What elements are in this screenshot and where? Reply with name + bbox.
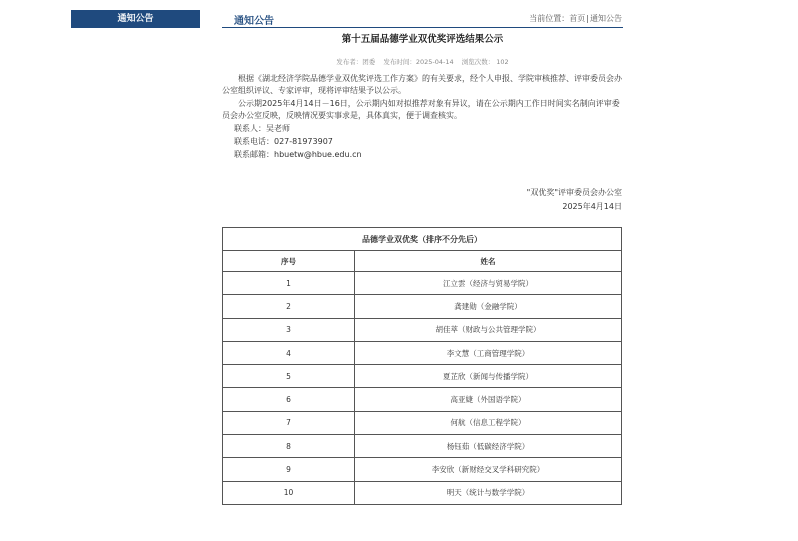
row-name: 李文慧（工商管理学院） xyxy=(355,341,622,364)
breadcrumb xyxy=(529,13,622,24)
row-name: 夏芷欣（新闻与传播学院） xyxy=(355,365,622,388)
header-name: 姓名 xyxy=(355,251,622,272)
row-name: 李安欣（新财经交叉学科研究院） xyxy=(355,458,622,481)
breadcrumb-separator: | xyxy=(586,14,589,23)
meta-views: 浏览次数： 102 xyxy=(461,58,509,66)
row-name: 明天（统计与数学学院） xyxy=(355,481,622,504)
breadcrumb-current-link[interactable]: 通知公告 xyxy=(590,14,622,23)
meta-date: 发布时间：2025-04-14 xyxy=(383,58,454,66)
row-index: 3 xyxy=(223,318,355,341)
table-row xyxy=(223,388,622,411)
table-row xyxy=(223,481,622,504)
table-row xyxy=(223,318,622,341)
results-table xyxy=(222,227,622,505)
article-paragraph-2: 公示期2025年4月14日－16日，公示期内如对拟推荐对象有异议，请在公示期内工作日时间实名制向评审委员会办公室反映，反映情况要实事求是，具体真实，便于调查核实。 xyxy=(222,99,620,120)
table-row xyxy=(223,458,622,481)
sidebar-title[interactable]: 通知公告 xyxy=(71,10,200,28)
row-index: 1 xyxy=(223,272,355,295)
header-index: 序号 xyxy=(223,251,355,272)
signature-office: "双优奖"评审委员会办公室 xyxy=(526,188,622,197)
contact-phone: 联系电话：027-81973907 xyxy=(234,137,333,146)
table-row xyxy=(223,435,622,458)
signature-date: 2025年4月14日 xyxy=(562,202,622,211)
table-row xyxy=(223,272,622,295)
contact-email: 联系邮箱：hbuetw@hbue.edu.cn xyxy=(234,150,362,159)
breadcrumb-home-link[interactable]: 首页 xyxy=(569,14,586,23)
article-meta xyxy=(222,57,623,66)
row-name: 龚建勋（金融学院） xyxy=(355,295,622,318)
row-name: 何航（信息工程学院） xyxy=(355,411,622,434)
table-row xyxy=(223,365,622,388)
breadcrumb-label: 当前位置： xyxy=(529,14,570,23)
row-index: 6 xyxy=(223,388,355,411)
table-row xyxy=(223,411,622,434)
row-index: 7 xyxy=(223,411,355,434)
section-title: 通知公告 xyxy=(234,16,274,27)
row-index: 4 xyxy=(223,341,355,364)
table-caption: 品德学业双优奖（排序不分先后） xyxy=(223,228,622,251)
contact-person: 联系人：吴老师 xyxy=(234,124,290,133)
row-index: 8 xyxy=(223,435,355,458)
row-name: 胡佳萃（财政与公共管理学院） xyxy=(355,318,622,341)
article-title: 第十五届品德学业双优奖评选结果公示 xyxy=(341,34,504,45)
content-header xyxy=(222,10,623,28)
row-index: 10 xyxy=(223,481,355,504)
table-row xyxy=(223,295,622,318)
row-name: 江立雲（经济与贸易学院） xyxy=(355,272,622,295)
article-paragraph-1: 根据《湖北经济学院品德学业双优奖评选工作方案》的有关要求，经个人申报、学院审核推荐、评审委员会办公室组织评议、专家评审，现将评审结果予以公示。 xyxy=(222,74,622,95)
row-index: 9 xyxy=(223,458,355,481)
row-name: 杨钰茹（低碳经济学院） xyxy=(355,435,622,458)
row-index: 5 xyxy=(223,365,355,388)
meta-publisher: 发布者：团委 xyxy=(336,58,376,66)
table-row xyxy=(223,341,622,364)
row-name: 高亚婕（外国语学院） xyxy=(355,388,622,411)
row-index: 2 xyxy=(223,295,355,318)
